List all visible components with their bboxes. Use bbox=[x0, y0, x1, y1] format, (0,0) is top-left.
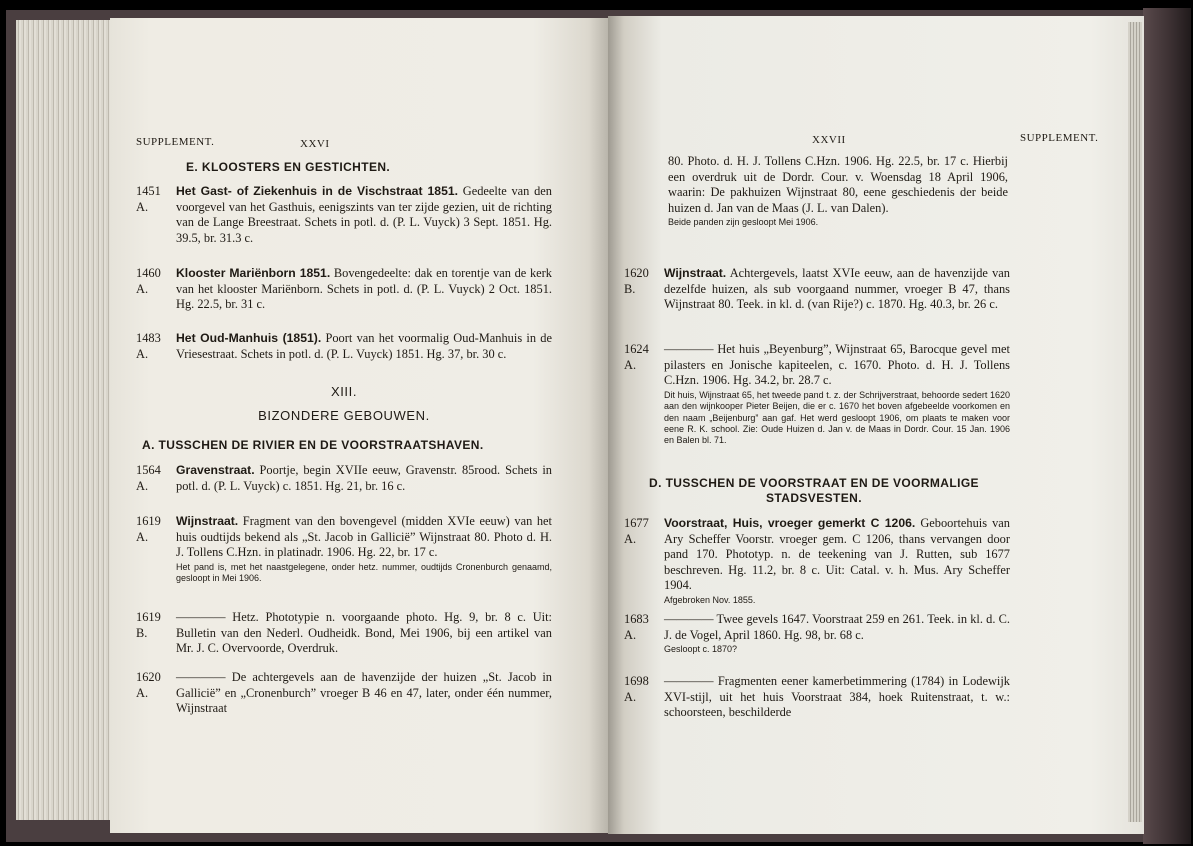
entry-1619b bbox=[136, 610, 552, 657]
entry-text: ———— Het huis „Beyenburg”, Wijnstraat 65, Barocque gevel met pilasters en Jonische kapiteelen, c. 1670. Photo. d. H. J. Tollens C.Hzn. 1906. Hg. 34.2, br. 28.7 c. bbox=[664, 342, 1010, 388]
section-a-title: A. TUSSCHEN DE RIVIER EN DE VOORSTRAATSHAVEN. bbox=[142, 438, 484, 452]
entry-title: Voorstraat, Huis, vroeger gemerkt C 1206. bbox=[664, 516, 916, 530]
entry-number: 1698 A. bbox=[624, 674, 649, 704]
section-e-title: E. KLOOSTERS EN GESTICHTEN. bbox=[186, 160, 391, 174]
entry-1683a bbox=[624, 612, 1010, 656]
entry-continuation bbox=[668, 154, 1008, 229]
entry-1564a bbox=[136, 463, 552, 494]
entry-text: Poortje, begin XVIIe eeuw, Gravenstr. 85rood. Schets in potl. d. (P. L. Vuyck) c. 1851. Hg. 21, br. 16 c. bbox=[176, 463, 552, 493]
entry-note: Dit huis, Wijnstraat 65, het tweede pand t. z. der Schrijverstraat, behoorde sedert 1620 aan den wijnkooper Pieter Beijen, die er c. 1670 het boven afgebeelde voorkomen en den naam „Beijenburg” aan gaf. Het werd gesloopt 1906, om plaats te maken voor eene R. K. school. Zie: Oude Huizen d. Jan v. de Maas in Dordr. Cour. 15 Jan. 1906 en Balen bl. 71. bbox=[664, 389, 1010, 446]
entry-1620a bbox=[136, 670, 552, 717]
entry-title: Het Gast- of Ziekenhuis in de Vischstraat 1851. bbox=[176, 184, 459, 198]
entry-note: Afgebroken Nov. 1855. bbox=[664, 594, 756, 605]
entry-1460a bbox=[136, 266, 552, 313]
entry-1624a bbox=[624, 342, 1010, 447]
entry-1677a bbox=[624, 516, 1010, 606]
entry-number: 1619 B. bbox=[136, 610, 161, 640]
entry-1698a bbox=[624, 674, 1010, 721]
entry-title: Wijnstraat. bbox=[664, 266, 727, 280]
page-number-left: XXVI bbox=[300, 138, 330, 150]
page-number-right: XXVII bbox=[812, 134, 846, 146]
entry-number: 1451 A. bbox=[136, 184, 161, 214]
entry-text: ———— Twee gevels 1647. Voorstraat 259 en 261. Teek. in kl. d. C. J. de Vogel, April 1860. Hg. 98, br. 68 c. bbox=[664, 612, 1010, 642]
entry-text: Bovengedeelte: dak en torentje van de kerk van het klooster Mariënborn. Schets in potl. d. (P. L. Vuyck) 2 Oct. 1851. Hg. 22.5, br. 31 c. bbox=[176, 266, 552, 312]
entry-text: Fragment van den bovengevel (midden XVIe eeuw) van het huis oudtijds bekend als „St. Jacob in Gallicië” Wijnstraat 80. Photo d. H. J. Tollens C.Hzn. in platinadr. 1906. Hg. 22, br. 17 c. bbox=[176, 514, 552, 560]
entry-number: 1620 B. bbox=[624, 266, 649, 296]
header-right: SUPPLEMENT. bbox=[1020, 132, 1099, 144]
entry-number: 1677 A. bbox=[624, 516, 649, 546]
entry-number: 1564 A. bbox=[136, 463, 161, 493]
entry-number: 1624 A. bbox=[624, 342, 649, 372]
continuation-note: Beide panden zijn gesloopt Mei 1906. bbox=[668, 217, 819, 228]
entry-text: Geboortehuis van Ary Scheffer Voorstr. vroeger gem. C 1206, thans vervangen door pand 170. Phototyp. n. de teekening van J. Rutten, sub 1677 beschreven. Hg. 11.2, br. 8 c. Uit: Catal. v. h. Mus. Ary Scheffer 1904. bbox=[664, 516, 1010, 593]
entry-note: Gesloopt c. 1870? bbox=[664, 644, 738, 655]
section-d-title: D. TUSSCHEN DE VOORSTRAAT EN DE VOORMALIGE STADSVESTEN. bbox=[649, 476, 979, 505]
entry-number: 1620 A. bbox=[136, 670, 161, 700]
entry-note: Het pand is, met het naastgelegene, onder hetz. nummer, oudtijds Cronenburch genaamd, gesloopt in Mei 1906. bbox=[176, 561, 552, 584]
entry-text: Poort van het voormalig Oud-Manhuis in de Vriesestraat. Schets in potl. d. (P. L. Vuyck) 1851. Hg. 37, br. 30 c. bbox=[176, 331, 552, 361]
chapter-number: XIII. bbox=[330, 384, 358, 399]
entry-text: Gedeelte van den voorgevel van het Gasthuis, eenigszints van ter zijde gezien, uit de richting van de Lange Breestraat. Schets in potl. d. (P. L. Vuyck) 3 Sept. 1851. Hg. 39.5, br. 31.3 c. bbox=[176, 184, 552, 245]
entry-number: 1683 A. bbox=[624, 612, 649, 642]
continuation-text: 80. Photo. d. H. J. Tollens C.Hzn. 1906. Hg. 22.5, br. 17 c. Hierbij een overdruk uit de Dordr. Cour. v. Woensdag 18 April 1906, waarin: De pakhuizen Wijnstraat 80, eene geschiedenis der beide huizen d. Jan van de Maas (J. L. van Dalen). bbox=[668, 154, 1008, 215]
page-edges-right bbox=[1128, 22, 1142, 822]
entry-1619a bbox=[136, 514, 552, 585]
header-left: SUPPLEMENT. bbox=[136, 136, 215, 148]
entry-1620b bbox=[624, 266, 1010, 313]
book-cover-right bbox=[1143, 8, 1191, 844]
entry-text: Achtergevels, laatst XVIe eeuw, aan de havenzijde van dezelfde huizen, als sub voorgaand nummer, vroeger B 47, thans Wijnstraat 80. Teek. in kl. d. (van Rije?) c. 1870. Hg. 40.3, br. 26 c. bbox=[664, 266, 1010, 312]
entry-1451a bbox=[136, 184, 552, 246]
entry-number: 1483 A. bbox=[136, 331, 161, 361]
page-edges-left bbox=[16, 20, 116, 820]
entry-title: Het Oud-Manhuis (1851). bbox=[176, 331, 322, 345]
chapter-title: BIZONDERE GEBOUWEN. bbox=[258, 408, 430, 423]
entry-title: Klooster Mariënborn 1851. bbox=[176, 266, 331, 280]
entry-text: ———— Fragmenten eener kamerbetimmering (1784) in Lodewijk XVI-stijl, uit het huis Voorstraat 384, hoek Ruitenstraat, t. w.: schoorsteen, beschilderde bbox=[664, 674, 1010, 720]
entry-number: 1460 A. bbox=[136, 266, 161, 296]
entry-1483a bbox=[136, 331, 552, 362]
entry-title: Wijnstraat. bbox=[176, 514, 239, 528]
entry-number: 1619 A. bbox=[136, 514, 161, 544]
entry-title: Gravenstraat. bbox=[176, 463, 255, 477]
entry-text: ———— Hetz. Phototypie n. voorgaande photo. Hg. 9, br. 8 c. Uit: Bulletin van den Nederl. Oudheidk. Bond, Mei 1906, bij een artikel van Mr. J. C. Overvoorde, Overdruk. bbox=[176, 610, 552, 656]
entry-text: ———— De achtergevels aan de havenzijde der huizen „St. Jacob in Gallicië” en „Cronenburch” vroeger B 46 en 47, later, onder één nummer, Wijnstraat bbox=[176, 670, 552, 716]
